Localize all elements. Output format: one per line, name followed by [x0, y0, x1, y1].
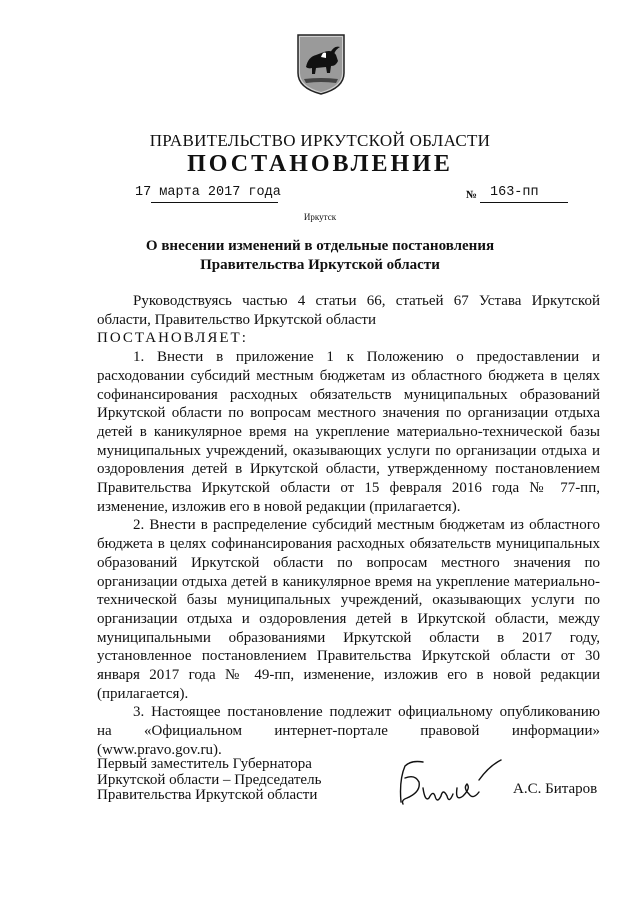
- item-1: 1. Внести в приложение 1 к Положению о предоставлении и расходовании субсидий местным бюджетам из областного бюджета в целях софинансирования расходных обязательств муниципальных образований Иркутской области по вопросам местного значения по организации отдыха детей в каникулярное время на укрепление материально-технической базы муниципальных учреждений, оказывающих услуги по организации отдыха и оздоровления детей в Иркутской области, утвержденному постановлением Правительства Иркутской области от 15 февраля 2016 года № 77-пп, изменение, изложив его в новой редакции (прилагается).: [97, 349, 600, 515]
- decree-number: 163-пп: [490, 185, 539, 200]
- decree-date: 17 марта 2017 года: [135, 185, 281, 200]
- preamble: Руководствуясь частью 4 статьи 66, статьей 67 Устава Иркутской области, Правительство Иркутской области: [97, 293, 600, 328]
- coat-of-arms-icon: [296, 33, 346, 95]
- number-sign: №: [466, 189, 478, 201]
- decree-body: [97, 292, 600, 760]
- item-3: 3. Настоящее постановление подлежит официальному опубликованию на «Официальном интернет-портале правовой информации» (www.pravo.gov.ru).: [97, 704, 600, 758]
- signer-name: А.С. Битаров: [513, 781, 598, 797]
- signer-position-line-2: Иркутской области – Председатель: [97, 771, 322, 788]
- decree-title: О внесении изменений в отдельные постановления Правительства Иркутской области: [145, 238, 495, 273]
- city-name: Иркутск: [303, 212, 337, 222]
- item-2: 2. Внести в распределение субсидий местным бюджетам из областного бюджета в целях софинансирования расходных обязательств муниципальных образований Иркутской области по вопросам местного значения по организации отдыха детей в каникулярное время на укрепление материально-технической базы муниципальных учреждений, оказывающих услуги по организации отдыха и оздоровления детей в Иркутской области, между муниципальными образованиями Иркутской области в 2017 году, установленное постановлением Правительства Иркутской области от 30 января 2017 года № 49-пп, изменение, изложив его в новой редакции (прилагается).: [97, 517, 600, 702]
- government-name: ПРАВИТЕЛЬСТВО ИРКУТСКОЙ ОБЛАСТИ: [149, 131, 491, 150]
- date-underline: [151, 202, 278, 203]
- resolves-word: ПОСТАНОВЛЯЕТ:: [97, 330, 248, 347]
- number-underline: [480, 202, 568, 203]
- document-type: ПОСТАНОВЛЕНИЕ: [187, 151, 453, 177]
- signer-position-line-3: Правительства Иркутской области: [97, 787, 318, 803]
- signer-position-line-1: Первый заместитель Губернатора: [97, 756, 312, 772]
- handwritten-signature: [393, 758, 503, 814]
- signer-position: [97, 757, 321, 804]
